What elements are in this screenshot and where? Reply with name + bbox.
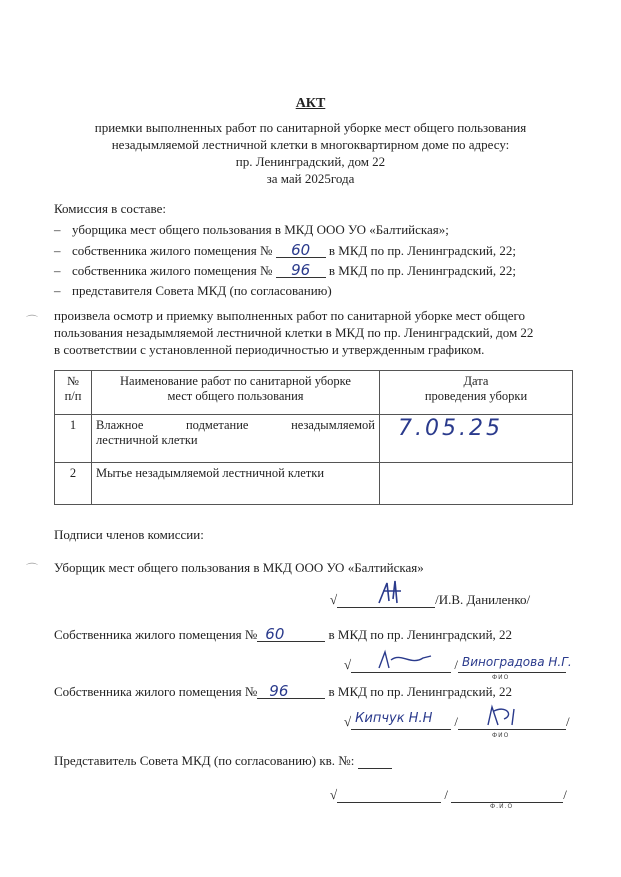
owner2-line [54, 684, 512, 700]
header-num-line: № [67, 374, 79, 388]
owner1-apartment-field[interactable]: 60 [257, 627, 325, 642]
signature-scribble-icon [351, 648, 451, 672]
commission-intro: Комиссия в составе: [54, 201, 166, 216]
commission-item-text: собственника жилого помещения № [72, 243, 273, 258]
row-date-cell[interactable] [380, 415, 573, 463]
owner1-label: Собственника жилого помещения № [54, 627, 258, 642]
representative-label: Представитель Совета МКД (по согласованию) кв. №: [54, 753, 355, 768]
owner2-label: Собственника жилого помещения № [54, 684, 258, 699]
representative-signature-line: √ / / [330, 787, 567, 802]
subtitle-address: пр. Ленинградский, дом 22 [235, 154, 386, 169]
row-num: 2 [55, 463, 92, 505]
commission-item-text: уборщика мест общего пользования в МКД ООО УО «Балтийская»; [72, 222, 449, 237]
list-dash: – [54, 243, 61, 258]
check-mark: √ [330, 592, 338, 607]
word: подметание [185, 418, 249, 432]
representative-fio-caption: Ф.И.О [490, 803, 514, 810]
list-dash: – [54, 283, 61, 298]
owner2-signature-field[interactable] [351, 711, 451, 730]
commission-item-text: представителя Совета МКД (по согласованию) [72, 283, 332, 298]
apartment-number-field[interactable]: 60 [276, 243, 326, 258]
header-date-line: проведения уборки [424, 389, 528, 403]
header-work-name [92, 371, 380, 415]
row-date-cell[interactable] [380, 463, 573, 505]
owner1-fio-caption: ФИО [492, 674, 510, 681]
representative-name-field[interactable] [451, 788, 563, 803]
cleaner-name: /И.В. Даниленко/ [435, 592, 531, 607]
cleaner-signature-field[interactable] [337, 593, 435, 608]
margin-mark: ⌒ [26, 562, 39, 576]
signature-scribble-icon [337, 577, 435, 607]
header-date-line: Дата [463, 374, 489, 388]
representative-apartment-field[interactable] [358, 756, 392, 769]
row-work-name [92, 415, 380, 463]
header-date [380, 371, 573, 415]
owner2-fio-caption: ФИО [492, 732, 510, 739]
check-mark: √ [330, 787, 338, 802]
body-line-3: в соответствии с установленной периодичностью и утвержденным графиком. [54, 342, 485, 357]
subtitle-line-1: приемки выполненных работ по санитарной уборке мест общего пользования [94, 120, 527, 135]
row-num: 1 [55, 415, 92, 463]
cleaner-label: Уборщик мест общего пользования в МКД ООО УО «Балтийская» [54, 560, 424, 575]
check-mark: √ [344, 714, 352, 729]
word: незадымляемой [291, 418, 375, 432]
owner1-address: в МКД по пр. Ленинградский, 22 [328, 627, 513, 642]
owner1-name-field[interactable] [458, 655, 572, 673]
document-title: АКТ [295, 96, 326, 111]
handwritten-date: 7.05.25 [398, 416, 503, 441]
owner2-handwritten-name: Кипчук Н.Н [355, 711, 433, 726]
header-num [55, 371, 92, 415]
header-name-line: мест общего пользования [167, 389, 304, 403]
header-name-line: Наименование работ по санитарной уборке [120, 374, 351, 388]
commission-item-text: в МКД по пр. Ленинградский, 22; [328, 243, 517, 258]
margin-mark: ⌒ [26, 314, 39, 328]
row-work-name-line2: лестничной клетки [96, 433, 198, 447]
body-line-2: пользования незадымляемой лестничной клетки в МКД по пр. Ленинградский, дом 22 [54, 325, 534, 340]
commission-item [54, 222, 449, 238]
subtitle-line-2: незадымляемой лестничной клетки в многоквартирном доме по адресу: [111, 137, 510, 152]
list-dash: – [54, 263, 61, 278]
owner2-signature-line: √ Кипчук Н.Н / / [344, 714, 570, 730]
owner2-name-field[interactable] [458, 715, 566, 730]
owner1-handwritten-name: Виноградова Н.Г. [462, 655, 572, 669]
table-header-row [55, 371, 573, 415]
owner2-address: в МКД по пр. Ленинградский, 22 [328, 684, 513, 699]
signature-scribble-icon [458, 703, 566, 729]
commission-item [54, 283, 332, 299]
body-line-1: произвела осмотр и приемку выполненных работ по санитарной уборке мест общего [54, 308, 526, 323]
owner1-line [54, 627, 512, 643]
table-row [55, 463, 573, 505]
owner1-signature-field[interactable] [351, 658, 451, 673]
representative-signature-field[interactable] [337, 788, 441, 803]
signatures-heading: Подписи членов комиссии: [54, 527, 204, 542]
list-dash: – [54, 222, 61, 237]
header-num-line: п/п [64, 389, 82, 403]
row-work-name: Мытье незадымляемой лестничной клетки [92, 463, 380, 505]
commission-item [54, 243, 516, 259]
subtitle-period: за май 2025года [266, 171, 355, 186]
check-mark: √ [344, 657, 352, 672]
owner1-signature-line: √ / Виноградова Н.Г. [344, 657, 566, 673]
commission-item-text: в МКД по пр. Ленинградский, 22; [328, 263, 517, 278]
owner2-apartment-field[interactable]: 96 [257, 684, 325, 699]
word: Влажное [96, 418, 144, 432]
cleaner-signature-line [330, 592, 530, 608]
row-work-name-line1 [96, 418, 375, 433]
commission-item-text: собственника жилого помещения № [72, 263, 273, 278]
table-row [55, 415, 573, 463]
commission-item [54, 263, 516, 279]
apartment-number-field[interactable]: 96 [276, 263, 326, 278]
representative-line [54, 753, 392, 769]
works-table [54, 370, 573, 505]
